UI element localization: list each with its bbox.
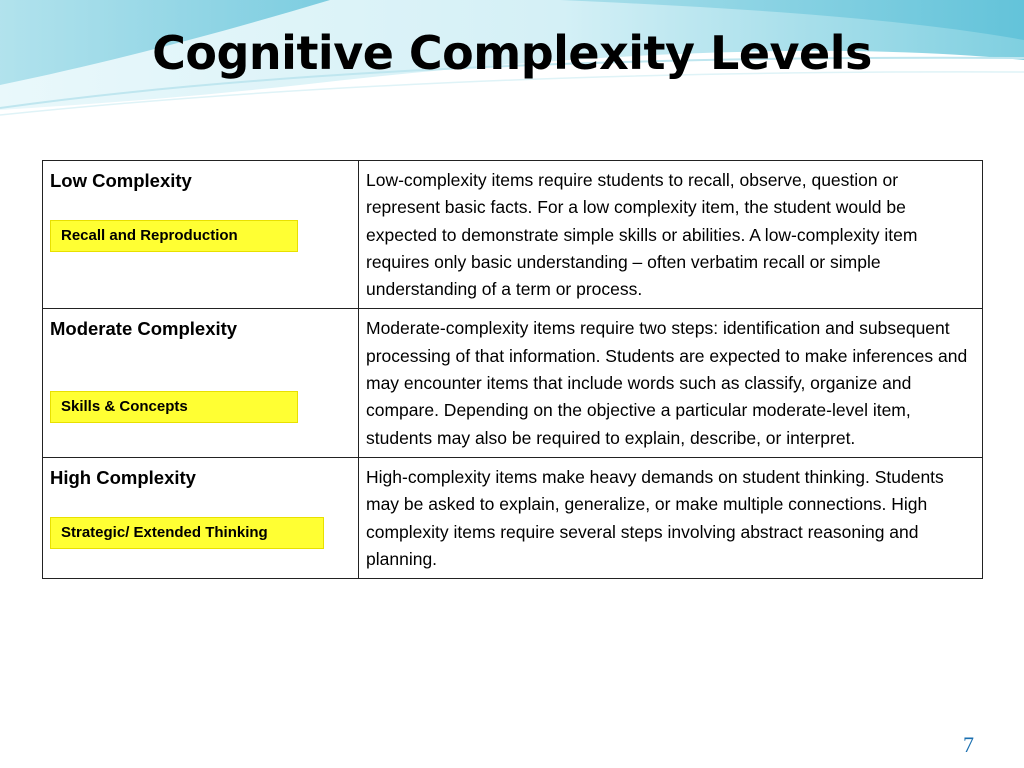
level-description: High-complexity items make heavy demands on student thinking. Students may be asked to explain, generalize, or make multiple connections. High complexity items require several steps involving abstract reasoning and planning.	[359, 457, 983, 578]
table-row	[43, 309, 983, 457]
page-number: 7	[963, 732, 974, 757]
level-tag: Skills & Concepts	[50, 391, 298, 423]
table-row	[43, 161, 983, 309]
level-cell	[43, 309, 359, 457]
level-description: Low-complexity items require students to recall, observe, question or represent basic facts. For a low complexity item, the student would be expected to demonstrate simple skills or abilities. A low-complexity item requires only basic understanding – often verbatim recall or simple understanding of a term or process.	[359, 161, 983, 309]
slide-title: Cognitive Complexity Levels	[152, 26, 872, 80]
level-description: Moderate-complexity items require two steps: identification and subsequent processing of that information. Students are expected to make inferences and may encounter items that include words such as classify, organize and compare. Depending on the objective a particular moderate-level item, students may also be required to explain, describe, or interpret.	[359, 309, 983, 457]
level-cell	[43, 161, 359, 309]
level-name: High Complexity	[50, 466, 196, 488]
level-cell	[43, 457, 359, 578]
level-name: Moderate Complexity	[50, 318, 238, 340]
level-tag: Recall and Reproduction	[50, 220, 298, 252]
table-row	[43, 457, 983, 578]
level-name: Low Complexity	[50, 170, 192, 191]
level-tag: Strategic/ Extended Thinking	[50, 517, 324, 549]
complexity-levels-table	[42, 160, 983, 579]
